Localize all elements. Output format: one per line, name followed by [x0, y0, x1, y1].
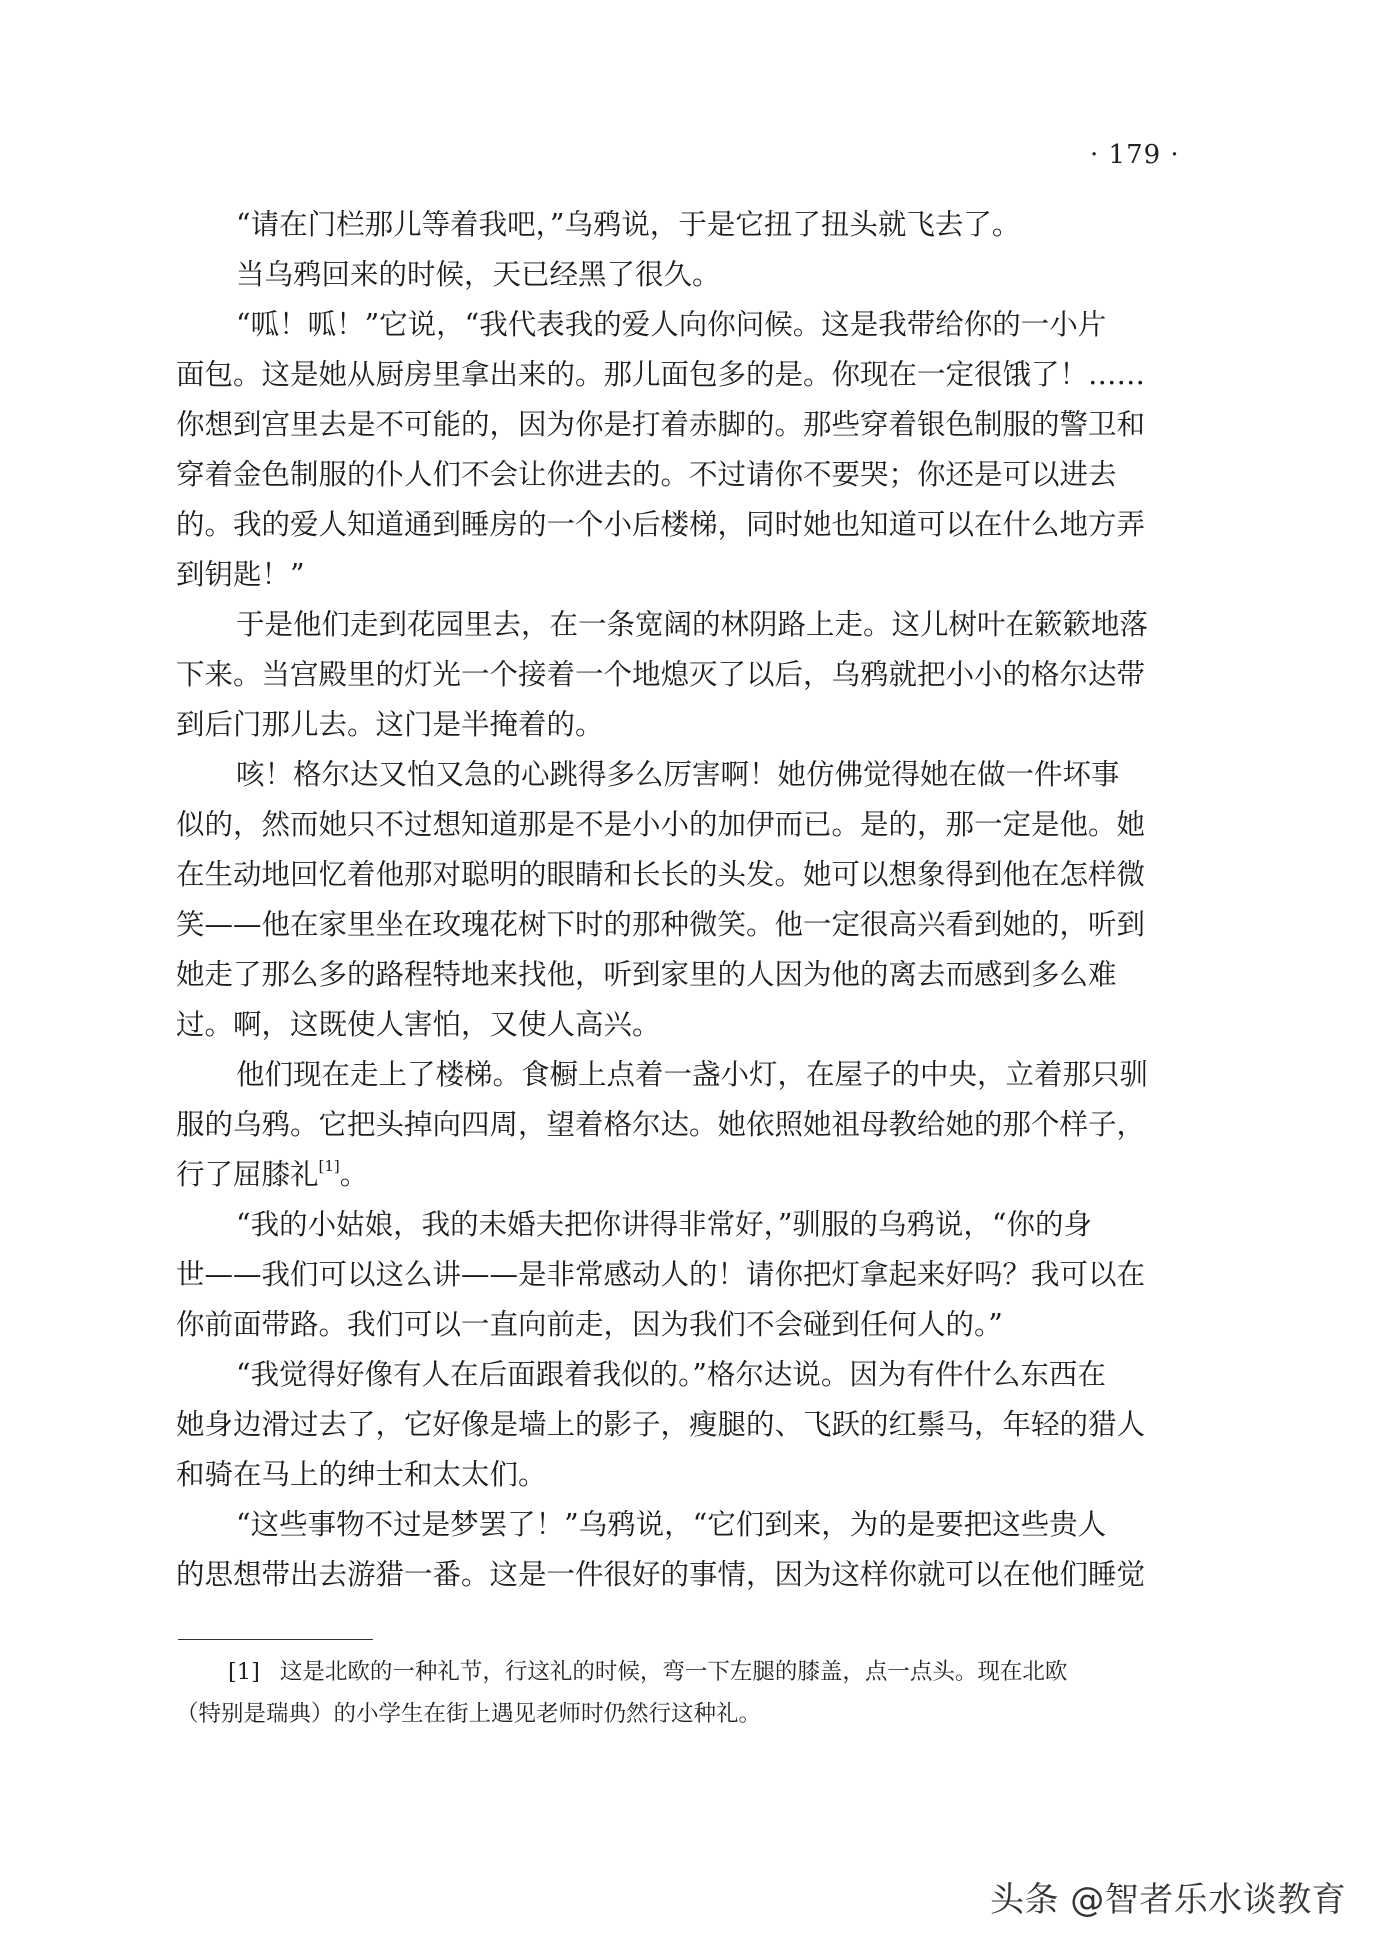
footnote [176, 1651, 1190, 1735]
footnote-reference: [1] [318, 1157, 340, 1175]
text-line: “我的小姑娘，我的未婚夫把你讲得非常好，”驯服的乌鸦说，“你的身 [236, 1208, 1092, 1241]
footnote-line: （特别是瑞典）的小学生在街上遇见老师时仍然行这种礼。 [176, 1701, 762, 1727]
text-line: 下来。当宫殿里的灯光一个接着一个地熄灭了以后，乌鸦就把小小的格尔达带 [176, 658, 1146, 691]
text-line: 穿着金色制服的仆人们不会让你进去的。不过请你不要哭；你还是可以进去 [176, 458, 1117, 491]
text-line: 于是他们走到花园里去，在一条宽阔的林阴路上走。这儿树叶在簌簌地落 [236, 608, 1149, 641]
text-line: 到钥匙！” [176, 558, 305, 591]
text-line: 服的乌鸦。它把头掉向四周，望着格尔达。她依照她祖母教给她的那个样子， [176, 1108, 1146, 1141]
text-line-with-note [176, 1150, 1190, 1200]
text-line: 和骑在马上的绅士和太太们。 [176, 1458, 547, 1491]
footnote-line [176, 1651, 1190, 1693]
text-line: 到后门那儿去。这门是半掩着的。 [176, 708, 604, 741]
text-line: “呱！呱！”它说，“我代表我的爱人向你问候。这是我带给你的一小片 [236, 308, 1107, 341]
text-line: 的。我的爱人知道通到睡房的一个小后楼梯，同时她也知道可以在什么地方弄 [176, 508, 1146, 541]
text-line: 她走了那么多的路程特地来找他，听到家里的人因为他的离去而感到多么难 [176, 958, 1117, 991]
text-line: 似的，然而她只不过想知道那是不是小小的加伊而已。是的，那一定是他。她 [176, 808, 1146, 841]
footnote-number: [1] [228, 1659, 260, 1685]
text-line: 世——我们可以这么讲——是非常感动人的！请你把灯拿起来好吗？我可以在 [176, 1258, 1146, 1291]
text-line: 笑——他在家里坐在玫瑰花树下时的那种微笑。他一定很高兴看到她的，听到 [176, 908, 1146, 941]
text-line: 面包。这是她从厨房里拿出来的。那儿面包多的是。你现在一定很饿了！…… [176, 358, 1146, 391]
text-segment: 行了屈膝礼 [176, 1158, 319, 1191]
text-line: 咳！格尔达又怕又急的心跳得多么厉害啊！她仿佛觉得她在做一件坏事 [236, 758, 1120, 791]
text-line: 她身边滑过去了，它好像是墙上的影子，瘦腿的、飞跃的红鬃马，年轻的猎人 [176, 1408, 1146, 1441]
text-line: 在生动地回忆着他那对聪明的眼睛和长长的头发。她可以想象得到他在怎样微 [176, 858, 1146, 891]
watermark: 头条 @智者乐水谈教育 [990, 1880, 1347, 1920]
text-line: 你想到宫里去是不可能的，因为你是打着赤脚的。那些穿着银色制服的警卫和 [176, 408, 1146, 441]
text-line: 过。啊，这既使人害怕，又使人高兴。 [176, 1008, 661, 1041]
text-line: “这些事物不过是梦罢了！”乌鸦说，“它们到来，为的是要把这些贵人 [236, 1508, 1107, 1541]
page-number: · 179 · [1090, 140, 1180, 170]
text-segment: 。 [339, 1158, 369, 1191]
text-line: 他们现在走上了楼梯。食橱上点着一盏小灯，在屋子的中央，立着那只驯 [236, 1058, 1149, 1091]
text-line: 当乌鸦回来的时候，天已经黑了很久。 [236, 258, 721, 291]
text-line: “我觉得好像有人在后面跟着我似的。”格尔达说。因为有件什么东西在 [236, 1358, 1106, 1391]
text-line: 的思想带出去游猎一番。这是一件很好的事情，因为这样你就可以在他们睡觉 [176, 1558, 1146, 1591]
text-line: “请在门栏那儿等着我吧，”乌鸦说，于是它扭了扭头就飞去了。 [236, 208, 1021, 241]
body-text [176, 200, 1190, 1600]
footnote-text: 这是北欧的一种礼节，行这礼的时候，弯一下左腿的膝盖，点一点头。现在北欧 [279, 1659, 1068, 1685]
footnote-divider [178, 1639, 373, 1640]
text-line: 你前面带路。我们可以一直向前走，因为我们不会碰到任何人的。” [176, 1308, 1003, 1341]
